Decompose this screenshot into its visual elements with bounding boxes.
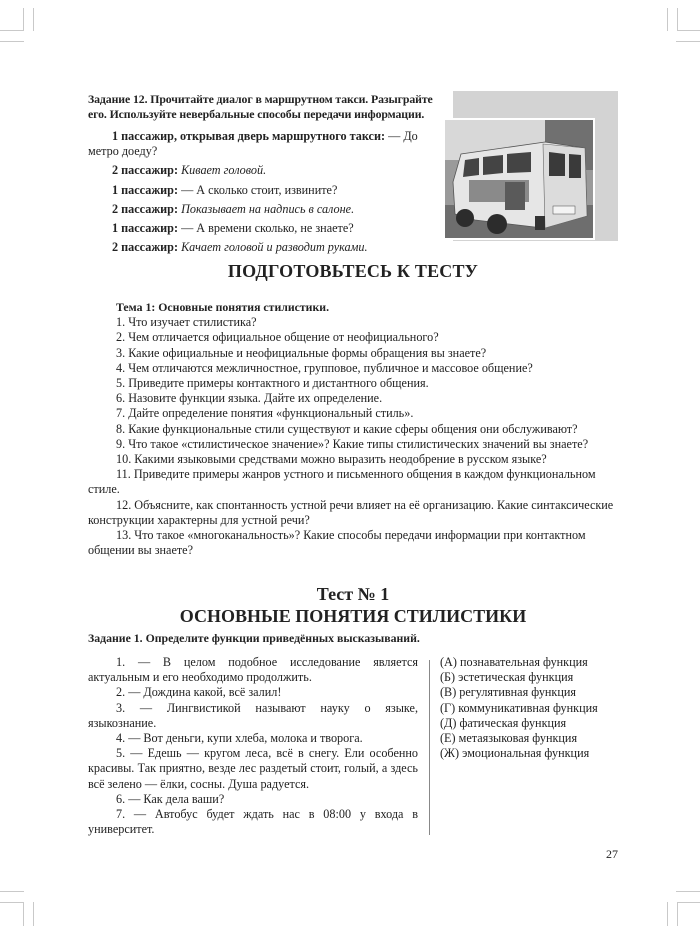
option-item: (Г) коммуникативная функция [440, 700, 598, 715]
question-item: 13. Что такое «многоканальность»? Какие способы передачи информации при контактном общении вы знаете? [88, 528, 586, 558]
test-subtitle: ОСНОВНЫЕ ПОНЯТИЯ СТИЛИСТИКИ [179, 606, 527, 626]
question-item: 8. Какие функциональные стили существуют и какие сферы общения они обслуживают? [116, 421, 578, 436]
crop-mark-bottom-left-h2 [0, 902, 24, 903]
crop-mark-bottom-right-v [677, 902, 678, 926]
question-item: 5. Приведите примеры контактного и дистантного общения. [116, 376, 429, 391]
statement-item: 7. — Автобус будет ждать нас в 08:00 у входа в университет. [88, 807, 418, 837]
option-item: (Б) эстетическая функция [440, 670, 574, 685]
question-item: 4. Чем отличаются межличностное, групповое, публичное и массовое общение? [116, 360, 533, 375]
crop-mark-top-left-h [0, 30, 24, 31]
crop-mark-bottom-left-h [0, 891, 24, 892]
section-title: ПОДГОТОВЬТЕСЬ К ТЕСТУ [227, 261, 479, 281]
question-item: 6. Назовите функции языка. Дайте их определение. [116, 391, 383, 406]
option-item: (А) познавательная функция [440, 655, 588, 669]
question-item: 9. Что такое «стилистическое значение»? Какие типы стилистических значений вы знаете? [116, 436, 589, 451]
statement-item: 3. — Лингвистикой называют науку о языке, языкознание. [88, 700, 418, 730]
option-item: (Е) метаязыковая функция [440, 731, 578, 746]
question-item: 3. Какие официальные и неофициальные формы обращения вы знаете? [116, 345, 487, 360]
topic-heading: Тема 1: Основные понятия стилистики. [116, 300, 330, 314]
crop-mark-top-left-v [23, 8, 24, 31]
task-12 [88, 92, 433, 255]
dialogue-line: 2 пассажир: Показывает на надпись в салоне. [112, 201, 355, 216]
statement-item: 1. — В целом подобное исследование является актуальным и его необходимо продолжить. [88, 655, 418, 685]
statement-item: 5. — Едешь — кругом леса, всё в снегу. Ели особенно красивы. Так приятно, везде лес раздетый стоит, голый, а здесь всё зелено — ёлки, сосны. Душа радуется. [88, 746, 418, 791]
crop-mark-top-left-h2 [0, 41, 24, 42]
crop-mark-bottom-left-v2 [33, 902, 34, 926]
option-list [440, 655, 620, 761]
dialogue-line: 2 пассажир: Кивает головой. [112, 163, 267, 178]
minibus-image [445, 120, 593, 238]
crop-mark-bottom-right-h [676, 891, 700, 892]
column-divider [429, 660, 430, 835]
question-item: 1. Что изучает стилистика? [116, 315, 257, 330]
option-item: (Ж) эмоциональная функция [440, 746, 590, 761]
question-item: 2. Чем отличается официальное общение от неофициального? [116, 330, 439, 345]
crop-mark-top-right-v [677, 8, 678, 31]
crop-mark-top-right-h [677, 30, 700, 31]
question-item: 12. Объясните, как спонтанность устной речи влияет на её организацию. Какие синтаксические конструкции характерны для устной речи? [88, 497, 614, 527]
question-item: 7. Дайте определение понятия «функциональный стиль». [116, 406, 414, 421]
dialogue-line: 1 пассажир, открывая дверь маршрутного такси: — До метро доеду? [88, 129, 418, 159]
crop-mark-top-right-v2 [667, 8, 668, 31]
option-item: (В) регулятивная функция [440, 685, 577, 700]
task-12-heading: Задание 12. Прочитайте диалог в маршрутном такси. Разыграйте его. Используйте невербальные способы передачи информации. [88, 92, 433, 121]
question-item: 11. Приведите примеры жанров устного и письменного общения в каждом функциональном стиле. [88, 467, 596, 497]
test-title: Тест № 1 [316, 584, 390, 604]
crop-mark-bottom-right-v2 [667, 902, 668, 926]
crop-mark-bottom-right-h2 [677, 902, 700, 903]
minibus-photo [443, 118, 595, 240]
page-number: 27 [606, 847, 618, 861]
statement-item: 6. — Как дела ваши? [116, 791, 225, 806]
statement-item: 4. — Вот деньги, купи хлеба, молока и творога. [116, 731, 363, 746]
option-item: (Д) фатическая функция [440, 715, 567, 730]
dialogue-line: 1 пассажир: — А сколько стоит, извините? [112, 182, 338, 197]
statement-item: 2. — Дождина какой, всё залил! [116, 685, 282, 700]
task-1-heading: Задание 1. Определите функции приведённых высказываний. [88, 631, 420, 645]
question-list [88, 300, 618, 558]
crop-mark-top-right-h2 [676, 41, 700, 42]
dialogue-line: 1 пассажир: — А времени сколько, не знаете? [112, 221, 354, 236]
statement-list [88, 655, 418, 837]
crop-mark-top-left-v2 [33, 8, 34, 31]
dialogue-line: 2 пассажир: Качает головой и разводит руками. [112, 240, 368, 255]
question-item: 10. Какими языковыми средствами можно выразить неодобрение в русском языке? [116, 452, 547, 467]
crop-mark-bottom-left-v [23, 902, 24, 926]
